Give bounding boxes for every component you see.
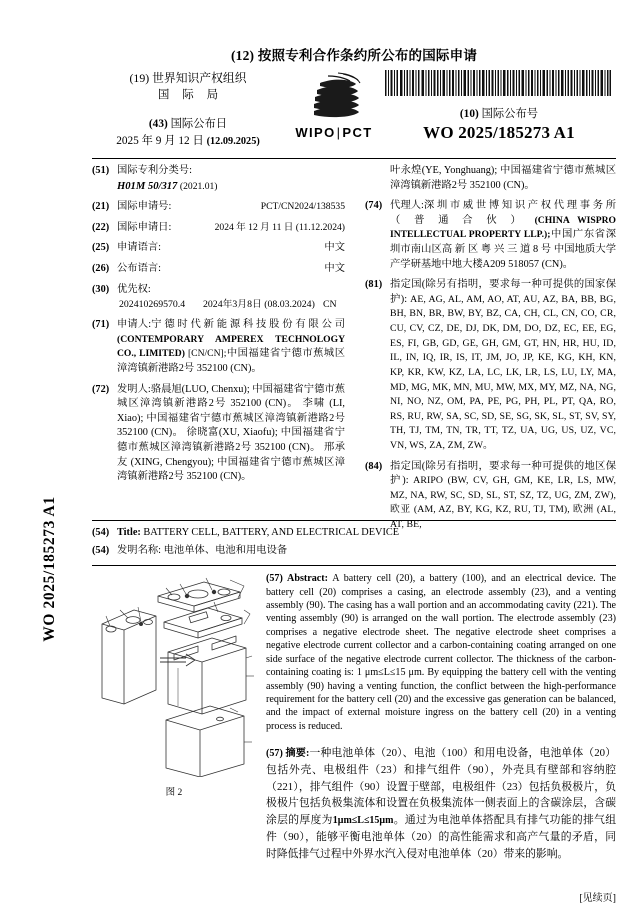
- applicant-name-en: (CONTEMPORARY AMPEREX TECHNOLOGY CO., LIMITED): [117, 333, 345, 360]
- priority-number: 202410269570.4: [119, 299, 186, 311]
- field-designated-states: [365, 278, 616, 453]
- ipc-classification: H01M 50/317: [117, 180, 178, 192]
- wipo-globe-icon: [298, 72, 370, 124]
- abstract-chinese-tag: (57) 摘要:: [266, 748, 310, 760]
- title-chinese: [92, 544, 616, 559]
- field-filing-date: [92, 221, 345, 236]
- title-chinese-label: 发明名称:: [117, 544, 162, 556]
- field-application-number-code: (21): [92, 201, 110, 213]
- bibliographic-left-column: [92, 164, 354, 520]
- publication-date-value-line: [100, 133, 276, 150]
- figure-caption: 图 2: [165, 788, 183, 799]
- publication-number-label-line: [384, 105, 614, 121]
- field-application-number: [92, 200, 345, 215]
- publication-date-iso: (12.09.2025): [206, 136, 260, 148]
- publication-date-label: 国际公布日: [170, 117, 228, 130]
- abstract-english: [266, 572, 616, 733]
- agent-name-en: (CHINA WISPRO INTELLECTUAL PROPERTY LLP.);: [390, 214, 616, 241]
- field-filing-date-label: 国际申请日:: [117, 221, 172, 233]
- field-publication-language-label: 公布语言:: [117, 263, 162, 275]
- field-inventors-label: 发明人:: [117, 383, 151, 395]
- abstract-chinese-text-2: 。通过为电池单体搭配具有排气功能的排气组件（90），能够平衡电池单体（20）的高性能需求和高产气量的矛盾，同时降低排气过程中外界水汽入侵对电池单体（20）带来的影响。: [266, 814, 617, 860]
- field-priority-label: 优先权:: [117, 283, 151, 295]
- organization-name: 世界知识产权组织: [152, 71, 247, 85]
- field-filing-language-label: 申请语言:: [117, 242, 162, 254]
- applicant-name-cn: 宁 德 时 代 新 能 源 科 技 股 份 有 限 公 司: [151, 319, 345, 331]
- document-sheet: [92, 26, 617, 905]
- field-publication-language: [92, 262, 345, 277]
- field-applicant-code: (71): [92, 319, 110, 331]
- header-grid: [92, 70, 616, 158]
- wipo-wordmark-text: WIPO: [295, 125, 336, 140]
- abstract-english-text: A battery cell (20), a battery (100), and an electrical device. The battery cell (20) comprises a casing, an electrode assembly (23), and a venting assembly (90). The casing has a wall portion and an accommodating cavity (221). The venting assembly (90) is arranged on the wall portion. The electrode assembly (23) comprises a negative electrode sheet. The negative electrode sheet comprises a negative electrode current collector and a carbon-containing coating arranged on one side surface of the negative electrode current collector. The thickness of the carbon-containing coating is: 1 μm≤L≤15 μm. By equipping the battery cell with the venting assembly (90) having a venting function, the conflict between the high-performance requirement for the battery cell (20) and the excessive gas generation can be balanced, and the impact of external moisture ingress on the battery cell (20) in a venting process is reduced.: [266, 573, 617, 732]
- field-ipc-value-line: [117, 179, 345, 195]
- bibliographic-right-column: [354, 164, 617, 531]
- spine-publication-number: [0, 0, 88, 905]
- abstract-chinese: [266, 745, 616, 862]
- publication-number-label: 国际公布号: [481, 108, 539, 120]
- field-agent-code: (74): [365, 200, 383, 212]
- barcode-icon: [384, 70, 612, 96]
- abstract-column: [260, 572, 617, 905]
- field-priority-code: (30): [92, 283, 110, 295]
- publication-date-code: (43): [148, 117, 168, 130]
- field-designated-states-code: (81): [365, 279, 383, 291]
- field-inventors-code: (72): [92, 383, 110, 395]
- priority-date: 2024年3月8日 (08.03.2024): [203, 299, 315, 311]
- ipc-version: (2021.01): [179, 180, 218, 192]
- pct-wordmark-text: PCT: [342, 125, 373, 140]
- wipo-logo: [288, 72, 380, 140]
- field-designated-states-label: 指定国(除另有指明，要求每一种可提供的国家保护):: [390, 279, 616, 305]
- spine-publication-number-text: WO 2025/185273 A1: [41, 496, 58, 642]
- field-regional-states-code: (84): [365, 460, 383, 472]
- abstract-chinese-formula: 1μm≤L≤15μm: [332, 815, 394, 827]
- priority-country: CN: [323, 299, 337, 311]
- title-english: [92, 526, 616, 541]
- title-english-code: (54): [92, 527, 110, 538]
- publication-number-code: (10): [459, 108, 479, 120]
- filing-language-value: 中文: [324, 242, 345, 254]
- title-chinese-code: (54): [92, 544, 110, 556]
- kind-title: 按照专利合作条约所公布的国际申请: [257, 48, 478, 63]
- field-applicant: [92, 318, 345, 376]
- application-number-value: PCT/CN2024/138535: [260, 201, 345, 213]
- title-english-label: Title:: [117, 527, 141, 538]
- publication-date-label-line: [100, 116, 276, 132]
- header-left-block: [100, 70, 276, 150]
- publication-number-value: WO 2025/185273 A1: [423, 123, 575, 142]
- field-priority: [92, 283, 345, 313]
- publication-date-value: 2025 年 9 月 12 日: [116, 135, 204, 148]
- field-filing-language: [92, 241, 345, 256]
- field-regional-states: [365, 460, 616, 533]
- field-filing-language-code: (25): [92, 242, 110, 254]
- applicant-country-code: [CN/CN];: [187, 348, 227, 360]
- abstract-english-tag: (57) Abstract:: [266, 573, 328, 585]
- field-inventors: [92, 383, 345, 485]
- wipo-wordmark: [288, 125, 380, 140]
- filing-date-value: 2024 年 12 月 11 日 (11.12.2024): [214, 221, 345, 233]
- wipo-wordmark-separator: |: [336, 125, 342, 140]
- agent-address: 中国广东省深圳市南山区高 新 区 粤 兴 三 道 8 号 中国地质大学产学研基地中地大楼A209 518057 (CN)。: [390, 229, 616, 270]
- field-ipc-label: 国际专利分类号:: [117, 165, 192, 176]
- header-right-block: [384, 70, 614, 143]
- field-ipc: [92, 164, 345, 194]
- continued-marker: [见续页]: [579, 893, 616, 905]
- publication-language-value: 中文: [324, 263, 345, 275]
- applicant-address: 中国福建省宁德市蕉城区漳湾镇新港路2号 352100 (CN)。: [117, 348, 345, 374]
- agent-name-cn: 深 圳 市 威 世 博 知 识 产 权 代 理 事 务 所 （ 普 通 合 伙 ）: [390, 200, 616, 226]
- inventor-continued-text: 叶永煌(YE, Yonghuang); 中国福建省宁德市蕉城区漳湾镇新港路2号 352100 (CN)。: [390, 165, 616, 191]
- battery-cell-exploded-diagram-icon: [94, 572, 254, 777]
- field-filing-date-code: (22): [92, 221, 110, 233]
- field-agent: [365, 199, 616, 272]
- field-regional-states-label: 指定国(除另有指明，要求每一种可提供的地区保护):: [390, 460, 616, 487]
- international-bureau: 国 际 局: [157, 89, 224, 102]
- kind-code: (12): [230, 48, 255, 63]
- field-agent-label: 代理人:: [390, 200, 424, 212]
- inventors-list: 骆晨旭(LUO, Chenxu); 中国福建省宁德市蕉城区漳湾镇新港路2号 352100 (CN)。 李啸 (LI, Xiao); 中国福建省宁德市蕉城区漳湾镇新港路2号 352100 (CN)。 徐晓富(XU, Xiaofu); 中国福建省宁德市蕉城区漳湾镇新港路2号 352100 (CN)。 邢承友 (XING, Chengyou); 中国福建省宁德市蕉城区漳湾镇新港路2号 352100 (CN)。: [117, 383, 345, 483]
- field-publication-language-code: (26): [92, 263, 110, 275]
- organization-line: [100, 70, 276, 87]
- title-english-value: BATTERY CELL, BATTERY, AND ELECTRICAL DEVICE: [143, 527, 400, 538]
- title-chinese-value: 电池单体、电池和用电设备: [163, 544, 288, 556]
- field-application-number-label: 国际申请号:: [117, 201, 172, 213]
- priority-value-line: [117, 298, 345, 312]
- designated-states-codes: AE, AG, AL, AM, AO, AT, AU, AZ, BA, BB, BG, BH, BN, BR, BW, BY, BZ, CA, CH, CL, CN, CO, CR, CU, CV, CZ, DE, DJ, DK, DM, DO, DZ, EC, EE, EG, ES, FI, GB, GD, GE, GH, GM, GT, HN, HR, HU, ID, IL, IN, IQ, IR, IS, IT, JM, JO, JP, KE, KG, KH, KN, KP, KR, KW, KZ, LA, LC, LK, LR, LS, LU, LY, MA, MD, MG, MK, MN, MU, MW, MX, MY, MZ, NA, NG, NI, NO, NZ, OM, PA, PE, PG, PH, PL, PT, QA, RO, RS, RU, RW, SA, SC, SD, SE, SG, SK, SL, ST, SV, SY, TH, TJ, TM, TN, TR, TT, TZ, UA, UG, US, UZ, VC, VN, WS, ZA, ZM, ZW。: [390, 293, 617, 451]
- title-block: [92, 521, 616, 565]
- bibliographic-columns: [92, 159, 617, 531]
- field-inventor-continued: [365, 164, 616, 193]
- field-ipc-code: (51): [92, 165, 110, 176]
- organization-code: (19): [129, 71, 150, 85]
- figure-column: [92, 572, 260, 902]
- abstract-chinese-text-1: 一种电池单体（20）、电池（100）和用电设备，电池单体（20）包括外壳、电极组件（23）和排气组件（90），外壳具有壁部和容纳腔（221），排气组件（90）设置于壁部，电极组件（23）包括负极极片，负极极片包括负极集流体和设置在负极集流体一侧表面上的含碳涂层，含碳涂层的厚度为: [266, 747, 617, 827]
- field-applicant-label: 申请人:: [117, 319, 152, 331]
- publication-kind-heading: [92, 26, 616, 64]
- regional-states-codes: ARIPO (BW, CV, GH, GM, KE, LR, LS, MW, MZ, NA, RW, SC, SD, SL, ST, SZ, TZ, UG, ZM, ZW), 欧亚 (AM, AZ, BY, KG, KZ, RU, TJ, TM), 欧洲 (AL, AT, BE,: [390, 475, 616, 531]
- figure-and-abstract-area: [92, 566, 617, 905]
